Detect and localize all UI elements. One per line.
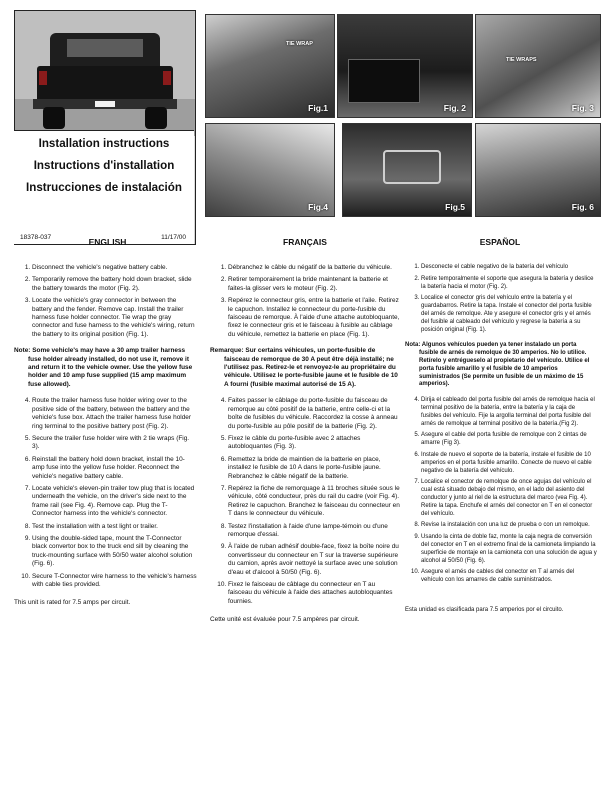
revision-date: 11/17/00 bbox=[161, 234, 186, 241]
list-item: 9. À l'aide de ruban adhésif double-face, fixez la boîte noire du convertisseur du connecteur en T sur la traverse supérieure du camion, après avoir nettoyé la surface avec une solution d'eau et d'alcool à 50/50 (Fig. 6). bbox=[228, 543, 400, 577]
title-block bbox=[14, 130, 194, 244]
list-item: 2. Retire temporalmente el soporte que asegura la batería y deslice la batería hacia el motor (Fig. 2). bbox=[421, 276, 597, 292]
french-steps-b bbox=[210, 397, 400, 606]
battery-image bbox=[348, 59, 420, 103]
spanish-heading: ESPAÑOL bbox=[479, 237, 521, 247]
figure-1-label: Fig.1 bbox=[308, 103, 328, 113]
list-item: 2. Retirer temporairement la bride maintenant la batterie et faites-la glisser vers le moteur (Fig. 2). bbox=[228, 276, 400, 293]
list-item: 9. Usando la cinta de doble faz, monte la caja negra de conversión del conector en T en el extremo final de la camioneta limpiando la superficie de montaje en la camioneta con una solución de agua y alcohol al 50/50 (Fig. 6). bbox=[421, 534, 597, 565]
tie-wrap-annotation: TIE WRAP bbox=[286, 41, 313, 47]
list-item: 1. Desconecte el cable negativo de la batería del vehículo bbox=[421, 264, 597, 272]
list-item: 9. Using the double-sided tape, mount the T-Connector black convertor box to the truck end sill by cleaning the truck-mounting surface with 50/50 water alcohol solution (Fig. 6). bbox=[32, 535, 197, 569]
french-rating: Cette unité est évaluée pour 7.5 ampères par circuit. bbox=[210, 616, 360, 624]
list-item: 2. Temporarily remove the battery hold down bracket, slide the battery towards the motor (Fig. 2). bbox=[32, 276, 197, 293]
french-heading: FRANÇAIS bbox=[283, 237, 327, 247]
truck-rear-image bbox=[15, 11, 195, 136]
spanish-note: Nota: Algunos vehículos pueden ya tener instalado un porta fusible de arnés de remolque de 30 amperios. No lo utilice. Retírelo y entrégueselo al propietario del vehículo. Utilice el porta fusible amarillo y el fusible de 10 amperios suministrados (Se permite un fusible de un máximo de 15 amperios). bbox=[405, 342, 590, 388]
english-note: Note: Some vehicle's may have a 30 amp trailer harness fuse holder already installed, do not use it, remove it and return it to the vehicle owner. Use the yellow fuse holder and 10 amp fuse supplied (15 amp maximum fuse allowed). bbox=[14, 347, 193, 388]
english-column bbox=[14, 264, 197, 608]
list-item: 7. Localice el conector de remolque de once agujas del vehículo el cual está situado debajo del mismo, en el lado del asiento del conductor y junto al riel de la estructura del marco (vea Fig. 4). Retire la tapa. Enchufe el arnés del conector en T en el conector del vehículo. bbox=[421, 479, 597, 518]
list-item: 8. Test the installation with a test light or trailer. bbox=[32, 523, 197, 531]
french-steps-a bbox=[210, 264, 400, 339]
spanish-steps-a bbox=[405, 264, 597, 334]
spanish-rating: Esta unidad es clasificada para 7.5 amperios por el circuito. bbox=[405, 606, 564, 613]
title-french: Instructions d'installation bbox=[33, 159, 175, 172]
converter-box-image bbox=[383, 150, 441, 184]
part-number: 18378-037 bbox=[20, 234, 52, 241]
list-item: 3. Locate the vehicle's gray connector in between the battery and the fender. Remove cap. Install the trailer harness fuse holder connector. Tie wrap the gray connector and fuse harness to the vehicle's wiring, return the battery to its original position (Fig. 1). bbox=[32, 297, 197, 339]
list-item: 4. Faites passer le câblage du porte-fusible du faisceau de remorque au côté positif de la batterie, entre celle-ci et la boîte de fusibles du véhicule. Raccordez la cosse à anneau du porte-fusible au pôle positif de la batterie (Fig. 2). bbox=[228, 397, 400, 431]
list-item: 7. Repérez la fiche de remorquage à 11 broches située sous le véhicule, côté conducteur, près du rail du cadre (voir Fig. 4). Retirez le capuchon. Branchez le faisceau du connecteur en T dans le connecteur du véhicule. bbox=[228, 485, 400, 519]
list-item: 1. Débranchez le câble du négatif de la batterie du véhicule. bbox=[228, 264, 400, 272]
figure-5 bbox=[342, 123, 472, 217]
list-item: 5. Asegure el cable del porta fusible de remolque con 2 cintas de amarre (Fig 3). bbox=[421, 432, 597, 448]
list-item: 6. Reinstall the battery hold down bracket, install the 10-amp fuse into the yellow fuse holder. Reconnect the vehicle's negative battery cable. bbox=[32, 456, 197, 481]
figure-2-label: Fig. 2 bbox=[443, 103, 466, 113]
figure-2 bbox=[337, 14, 473, 118]
english-steps-b bbox=[14, 397, 197, 589]
list-item: 3. Repérez le connecteur gris, entre la batterie et l'aile. Retirez le capuchon. Installez le connecteur du porte-fusible du faisceau de remorque. À l'aide d'une attache autobloquante, fixez le connecteur gris et le faisceau à fusible au câblage du véhicule, remettez la batterie en place (Fig. 1). bbox=[228, 297, 400, 339]
figure-3-label: Fig. 3 bbox=[571, 103, 594, 113]
list-item: 8. Testez l'installation à l'aide d'une lampe-témoin ou d'une remorque d'essai. bbox=[228, 523, 400, 540]
list-item: 10. Fixez le faisceau de câblage du connecteur en T au faisceau du véhicule à l'aide des attaches autobloquantes fournies. bbox=[228, 581, 400, 606]
title-spanish: Instrucciones de instalación bbox=[26, 181, 182, 194]
list-item: 6. Instale de nuevo el soporte de la batería, instale el fusible de 10 amperios en el porta fusible amarillo. Conecte de nuevo el cable negativo de la batería del vehículo. bbox=[421, 452, 597, 475]
tie-wraps-annotation: TIE WRAPS bbox=[506, 57, 537, 63]
english-heading: ENGLISH bbox=[88, 237, 127, 247]
spanish-steps-b bbox=[405, 397, 597, 585]
list-item: 6. Remettez la bride de maintien de la batterie en place, installez le fusible de 10 A dans le porte-fusible jaune. Rebranchez le câble négatif de la batterie. bbox=[228, 456, 400, 481]
list-item: 10. Secure T-Connector wire harness to the vehicle's harness with cable ties provided. bbox=[32, 573, 197, 590]
list-item: 4. Dirija el cableado del porta fusible del arnés de remolque hacia el terminal positivo de la batería, entre la batería y la caja de fusibles del vehículo. Fije la argolla terminal del porta fusible del arnés de remolque al terminal positivo de la batería.(Fig 2). bbox=[421, 397, 597, 428]
list-item: 8. Revise la instalación con una luz de prueba o con un remolque. bbox=[421, 522, 597, 530]
french-note: Remarque: Sur certains véhicules, un porte-fusible de faisceau de remorque de 30 A peut être déjà installé; ne l'utilisez pas. Retirez-le et renvoyez-le au propriétaire du véhicule. Utilisez le porte-fusible jaune et le fusible de 10 A fourni (fusible maximal autorisé de 15 A). bbox=[210, 347, 398, 388]
list-item: 10. Asegure el arnés de cables del conector en T al arnés del vehículo con los amarres de cable suministrados. bbox=[421, 569, 597, 585]
list-item: 5. Fixez le câble du porte-fusible avec 2 attaches autobloquantes (Fig. 3). bbox=[228, 435, 400, 452]
figure-4-label: Fig.4 bbox=[308, 202, 328, 212]
french-column bbox=[210, 264, 400, 625]
list-item: 3. Localice el conector gris del vehículo entre la batería y el guardabarros. Retire la tapa. Instale el conector del porta fusible del arnés de remolque. Ate y asegure el conector gris y el arnés del fusible al cableado del vehículo y regrese la batería a su posición original (Fig. 1). bbox=[421, 295, 597, 334]
figure-6 bbox=[475, 123, 601, 217]
list-item: 4. Route the trailer harness fuse holder wiring over to the positive side of the battery, between the battery and the vehicle's fuse box. Attach the trailer harness fuse holder ring terminal to the positive battery post (Fig. 2). bbox=[32, 397, 197, 431]
figure-4 bbox=[205, 123, 335, 217]
english-steps-a bbox=[14, 264, 197, 339]
figure-6-label: Fig. 6 bbox=[571, 202, 594, 212]
title-english: Installation instructions bbox=[38, 137, 170, 150]
figure-3 bbox=[475, 14, 601, 118]
figure-5-label: Fig.5 bbox=[445, 202, 465, 212]
list-item: 5. Secure the trailer fuse holder wire with 2 tie wraps (Fig. 3). bbox=[32, 435, 197, 452]
english-rating: This unit is rated for 7.5 amps per circuit. bbox=[14, 599, 131, 607]
list-item: 7. Locate vehicle's eleven-pin trailer tow plug that is located underneath the vehicle, on the driver's side next to the frame rail (see Fig. 4). Remove cap. Plug the T-Connector harness into the vehicle's connector. bbox=[32, 485, 197, 519]
figure-1 bbox=[205, 14, 335, 118]
spanish-column bbox=[405, 264, 597, 615]
list-item: 1. Disconnect the vehicle's negative battery cable. bbox=[32, 264, 197, 272]
